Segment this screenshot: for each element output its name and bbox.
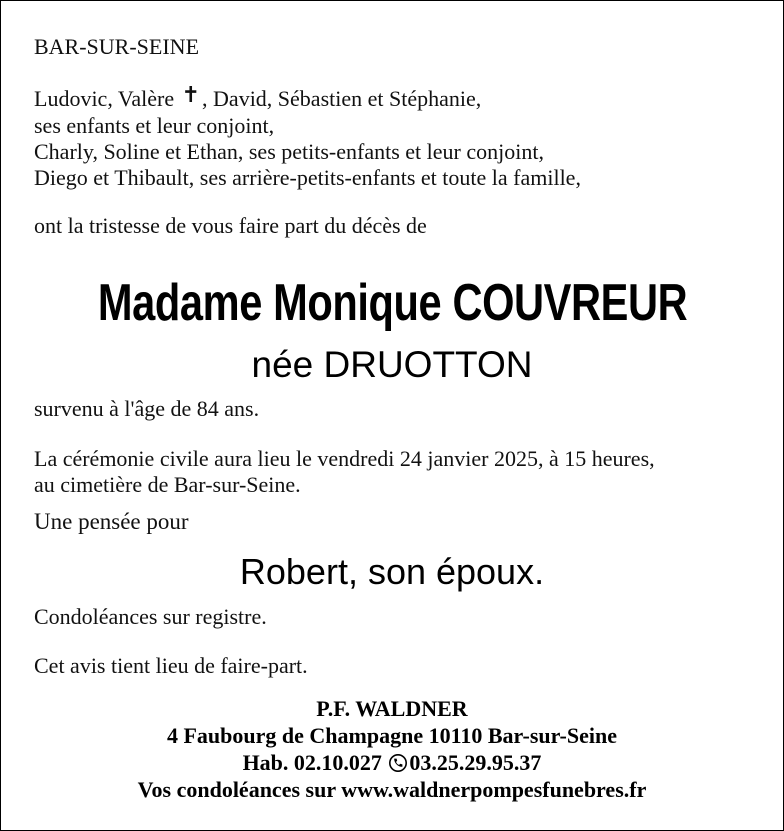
ceremony-details (34, 446, 655, 498)
website-line[interactable]: Vos condoléances sur www.waldnerpompesfunebres.fr (137, 777, 647, 802)
city-heading: BAR-SUR-SEINE (34, 34, 200, 59)
spouse-tribute: Robert, son époux. (239, 551, 545, 592)
family-line-1 (34, 83, 581, 113)
faire-part-text: Cet avis tient lieu de faire-part. (34, 653, 308, 678)
ceremony-line-1: La cérémonie civile aura lieu le vendredi 24 janvier 2025, à 15 heures, (34, 446, 655, 471)
family-line-2: ses enfants et leur conjoint, (34, 113, 275, 138)
condolences-text: Condoléances sur registre. (34, 604, 267, 629)
age-text: survenu à l'âge de 84 ans. (34, 396, 260, 421)
funeral-home-contact (1, 749, 783, 776)
announcement-text: ont la tristesse de vous faire part du décès de (34, 213, 427, 238)
habilitation-number: Hab. 02.10.027 (242, 750, 382, 775)
phone-icon (388, 753, 408, 773)
family-line-4: Diego et Thibault, ses arrière-petits-enfants et toute la famille, (34, 165, 581, 190)
phone-number[interactable]: 03.25.29.95.37 (409, 750, 542, 775)
funeral-home-block (1, 695, 783, 803)
thought-intro: Une pensée pour (34, 509, 189, 534)
family-names-part2: , David, Sébastien et Stéphanie, (202, 86, 482, 111)
family-line-3: Charly, Soline et Ethan, ses petits-enfants et leur conjoint, (34, 139, 544, 164)
cross-icon: ✝ (181, 83, 201, 108)
family-names-part1: Ludovic, Valère (34, 86, 175, 111)
family-list (34, 83, 581, 191)
ceremony-line-2: au cimetière de Bar-sur-Seine. (34, 472, 301, 497)
funeral-home-address: 4 Faubourg de Champagne 10110 Bar-sur-Seine (166, 723, 617, 748)
maiden-name: née DRUOTTON (251, 344, 533, 385)
funeral-home-name: P.F. WALDNER (316, 696, 468, 721)
deceased-name: Madame Monique COUVREUR (97, 274, 688, 332)
